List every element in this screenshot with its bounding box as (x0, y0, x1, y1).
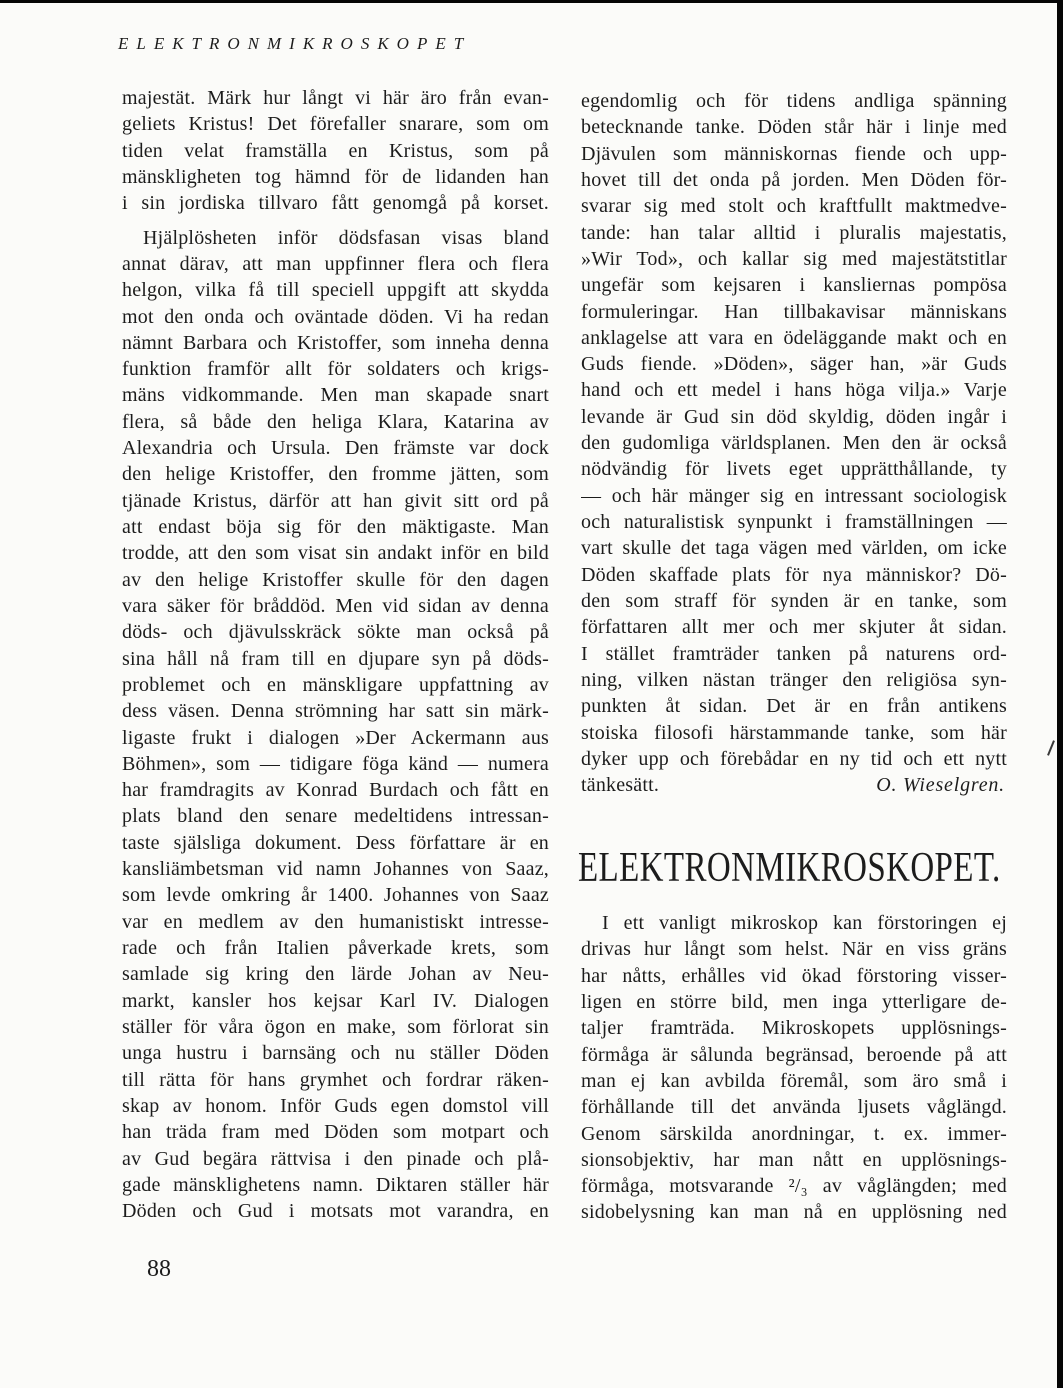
text-line: egendomlig och för tidens andliga spänning (581, 90, 1007, 112)
text-line: Djävulen som människornas fiende och upp- (581, 142, 1007, 165)
text-line: har nåtts, erhålles vid ökad förstoring visser- (581, 964, 1007, 987)
text-line: författaren allt mer och mer skjuter åt sidan. (581, 616, 1007, 639)
text-line: den helige Kristoffer, den fromme jätten, som (122, 463, 549, 486)
text-line: hovet till det onda på jorden. Men Döden för- (581, 168, 1007, 191)
text-line: den som straff för synden är en tanke, som (581, 589, 1007, 612)
text-line: Guds fiende. »Döden», säger han, »är Guds (581, 353, 1007, 376)
text-line: nödvändig för livets eget upprätthållande, ty (581, 458, 1007, 481)
text-line: Böhmen», som — tidigare föga känd — numera (122, 752, 549, 775)
text-line: svarar sig med stolt och kraftfullt maktmedve- (581, 195, 1007, 218)
text-line: taste själsliga dokument. Dess författare är en (122, 831, 549, 854)
text-line: av den helige Kristoffer skulle för den dagen (122, 568, 549, 591)
text-line: förmåga är sålunda begränsad, beroende på att (581, 1043, 1007, 1066)
text-line: ungefär som kejsaren i kansliernas pompösa (581, 274, 1007, 297)
text-line: sidobelysning kan man nå en upplösning ned (581, 1201, 1007, 1224)
text-line: den gudomliga världsplanen. Men den är också (581, 432, 1007, 455)
text-line: vara säker för bråddöd. Men vid sidan av denna (122, 594, 549, 617)
text-line: ning, vilken nästan tränger den religiösa syn- (581, 668, 1007, 691)
text-line: var en medlem av den humanistiskt intresse- (122, 910, 549, 933)
text-line: levande är Gud sin död skyldig, döden ingår i (581, 405, 1007, 428)
text-line: formuleringar. Han tillbakavisar människans (581, 300, 1007, 323)
author-signature: O. Wieselgren. (876, 774, 1005, 797)
text-line: nämnt Barbara och Kristoffer, som inneha denna (122, 331, 549, 354)
text-line: tjänade Kristus, därför att han givit sitt ord på (122, 489, 549, 512)
text-line: skap av honom. Inför Guds egen domstol vill (122, 1094, 549, 1117)
text-line: betecknande tanke. Döden står här i linje med (581, 116, 1007, 139)
text-line: majestät. Märk hur långt vi här äro från evan- (122, 87, 549, 109)
text-line: flera, så både den heliga Klara, Katarina av (122, 410, 549, 433)
scan-border-right (1057, 0, 1063, 1388)
text-line: i sin jordiska tillvaro fått genomgå på korset. (122, 192, 549, 215)
text-line: mot den onda och oväntade döden. Vi ha redan (122, 305, 549, 328)
text-line: helgon, vilka få till speciell uppgift att skydda (122, 279, 549, 302)
text-line: drivas hur långt som helst. När en viss gräns (581, 938, 1007, 961)
page-number: 88 (147, 1256, 171, 1282)
text-line: I ett vanligt mikroskop kan förstoringen ej (602, 912, 1007, 934)
text-line: har framdragits av Konrad Burdach och fått en (122, 779, 549, 802)
text-line: han träda fram med Döden som motpart och (122, 1121, 549, 1144)
text-line: anklagelse att vara en ödeläggande makt och en (581, 326, 1007, 349)
paragraph (122, 225, 549, 1225)
text-line: trodde, att den som visat sin andakt inför en bild (122, 542, 549, 565)
text-line: ligaste frukt i dialogen »Der Ackermann aus (122, 726, 549, 749)
text-line: geliets Kristus! Det förefaller snarare, som om (122, 113, 549, 136)
text-line: taljer framträda. Mikroskopets upplösnings- (581, 1017, 1007, 1040)
text-line: av Gud begära rättvisa i den pinade och plå- (122, 1147, 549, 1170)
text-line: annat därav, att man uppfinner flera och flera (122, 252, 549, 275)
text-line: att endast böja sig för den mäktigaste. Man (122, 516, 549, 538)
text-line: Genom särskilda anordningar, t. ex. immer- (581, 1122, 1007, 1145)
text-line: som levde omkring år 1400. Johannes von Saaz (122, 884, 549, 907)
text-line: mänskligheten tog hämnd för de lidanden han (122, 165, 549, 188)
text-line: punkten åt sidan. Det är en från antikens (581, 695, 1007, 718)
text-line: rade och från Italien påverkade krets, som (122, 937, 549, 959)
text-line: förhållande till det använda ljusets våglängd. (581, 1096, 1007, 1119)
text-line: man ej kan avbilda föremål, som äro små i (581, 1069, 1007, 1092)
text-line: dess väsen. Denna strömning har satt sin märk- (122, 700, 549, 723)
text-line: tande: han talar alltid i pluralis majestatis, (581, 221, 1007, 244)
scan-mark (1047, 740, 1055, 756)
text-line: ligen en större bild, men inga ytterligare de- (581, 990, 1007, 1013)
text-line: sina håll nå fram till en djupare syn på döds- (122, 647, 549, 670)
text-line: markt, kansler hos kejsar Karl IV. Dialogen (122, 989, 549, 1012)
text-line: och naturalistisk synpunkt i framställningen — (581, 511, 1007, 533)
text-line: Döden och Gud i motsats mot varandra, en (122, 1200, 549, 1223)
text-line: problemet och en mänskligare uppfattning av (122, 673, 549, 696)
article-column (581, 910, 1007, 1226)
text-line: unga hustru i barnsäng och nu ställer Döden (122, 1042, 549, 1065)
text-line: tiden velat framställa en Kristus, som på (122, 139, 549, 162)
text-line: till rätta för hans grymhet och fordrar räken- (122, 1068, 549, 1091)
text-line: »Wir Tod», och kallar sig med majestätstitlar (581, 247, 1007, 270)
text-line: kansliämbetsman vid namn Johannes von Saaz, (122, 858, 549, 881)
text-line: gade mänsklighetens namn. Diktaren ställer här (122, 1173, 549, 1196)
text-line: — och här mänger sig en intressant sociologisk (581, 484, 1007, 507)
text-line: mäns vidkommande. Men man skapade snart (122, 384, 549, 407)
text-line: sionsobjektiv, har man nått en upplösnings- (581, 1148, 1007, 1171)
text-line: Döden skaffade plats för nya människor? Dö- (581, 563, 1007, 586)
paragraph (122, 85, 549, 217)
paragraph (581, 88, 1007, 798)
left-column (122, 85, 549, 1224)
text-line: samlade sig kring den lärde Johan av Neu- (122, 963, 549, 986)
text-line: funktion framför allt för soldaters och krigs- (122, 358, 549, 381)
right-column (581, 88, 1007, 798)
text-line: stoiska filosofi härstammande tanke, som här (581, 721, 1007, 744)
text-line: hand och ett medel i hans höga vilja.» Varje (581, 379, 1007, 402)
scan-border-top (0, 0, 1063, 3)
closing-line (581, 772, 1007, 798)
text-line: tänkesätt. (581, 774, 660, 797)
text-line: dyker upp och förebådar en ny tid och ett nytt (581, 747, 1007, 770)
paragraph (581, 910, 1007, 1226)
text-line: förmåga, motsvarande ²/₃ av våglängden; med (581, 1175, 1007, 1198)
text-line: vart skulle det taga vägen med världen, om icke (581, 537, 1007, 560)
article-heading: ELEKTRONMIKROSKOPET. (578, 844, 1001, 892)
text-line: ställer för våra ögon en make, som förlorat sin (122, 1015, 549, 1038)
text-line: Alexandria och Ursula. Den främste var dock (122, 437, 549, 460)
running-header: ELEKTRONMIKROSKOPET (118, 34, 472, 53)
text-line: Hjälplösheten inför dödsfasan visas bland (143, 226, 549, 249)
text-line: I stället framträder tanken på naturens ord- (581, 642, 1007, 665)
text-line: döds- och djävulsskräck sökte man också på (122, 621, 549, 644)
text-line: plats bland den senare medeltidens intressan- (122, 805, 549, 828)
